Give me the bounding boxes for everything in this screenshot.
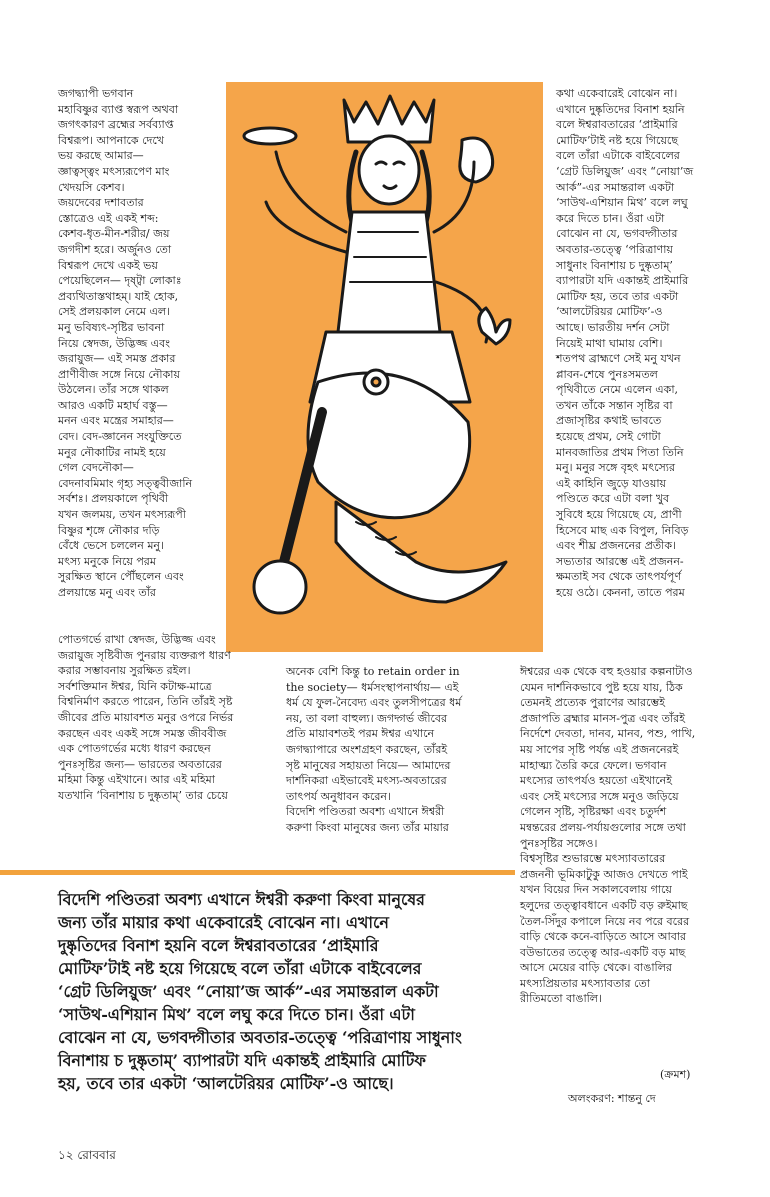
matsya-avatar-illustration [226,82,543,652]
article-column-middle: অনেক বেশি কিন্তু to retain order in the society— ধর্মসংস্থাপনার্থায়— এই ধর্ম যে ফুল-নৈবেদ্য এবং তুলসীপত্রের ধর্ম নয়, তা বলা বাহুল্য। জগদ্গর্ভ জীবের প্রতি মায়াবশতই পরম ঈশ্বর এখানে জগদ্ব্যাপারে অংশগ্রহণ করছেন, তাঁরই সৃষ্ট মানুষের সহায়তা নিয়ে— আমাদের দার্শনিকরা এইভাবেই মৎস্য-অবতারের তাৎপর্য অনুধাবন করেন। বিদেশি পণ্ডিতরা অবশ্য এখানে ঈশ্বরী করুণা কিংবা মানুষের জন্য তাঁর মায়ার [286,665,462,834]
conch-shape [460,138,493,182]
pull-quote-rule [0,870,515,875]
torso-shape [338,212,440,332]
page-folio: ১২ রোববার [58,1148,116,1162]
face-shape [359,136,419,204]
article-column-right: কথা একেবারেই বোঝেন না। এখানে দুষ্কৃতিদের বিনাশ হয়নি বলে ঈশ্বরাবতারের ‘প্রাইমারি মোটিফ’টাই নষ্ট হয়ে গিয়েছে বলে তাঁরা এটাকে বাইবেলের ‘গ্রেট ডিলিয়ুজ’ এবং “নোয়া’জ আর্ক”-এর সমান্তরাল একটা ‘সাউথ-এশিয়ান মিথ’ বলে লঘু করে দিতে চান। ওঁরা এটা বোঝেন না যে, ভগবদ্গীতার অবতার-তত্ত্বে ‘পরিত্রাণায় সাধুনাং বিনাশায় চ দুষ্কৃতাম্’ ব্যাপারটা যদি একান্তই প্রাইমারি মোটিফ হয়, তবে তার একটা ‘আলটেরিয়র মোটিফ’-ও আছে। ভারতীয় দর্শন সেটা নিয়েই মাথা ঘামায় বেশি। শতপথ ব্রাহ্মণে সেই মনু যখন প্লাবন-শেষে পুনঃসমতল পৃথিবীতে নেমে এলেন একা, তখন তাঁকে সন্তান সৃষ্টির বা প্রজাসৃষ্টির কথাই ভাবতে হয়েছে প্রথম, সেই গোটা মানবজাতির প্রথম পিতা তিনি মনু। মনুর সঙ্গে বৃহৎ মৎস্যের এই কাহিনি জুড়ে যাওয়ায় পণ্ডিতে করে এটা বলা খুব সুবিধে হয়ে গিয়েছে যে, প্রাণী হিসেবে মাছ এক বিপুল, নিবিড় এবং শীঘ্র প্রজননের প্রতীক। সভ্যতার আরম্ভে এই প্রজনন- ক্ষমতাই সব থেকে তাৎপর্যপূর্ণ হয়ে ওঠে। কেননা, তাতে পরম [556,87,694,599]
continued-label: (ক্রমশ) [660,1068,691,1081]
article-column-right-bottom: ঈশ্বরের এক থেকে বহু হওয়ার কল্পনাটাও যেমন দার্শনিকভাবে পুষ্ট হয়ে যায়, ঠিক তেমনই প্রত্যেক পুরাণের আরম্ভেই প্রজাপতি ব্রহ্মার মানস-পুত্র এবং তাঁরই নির্দেশে দেবতা, দানব, মানব, পশু, পাখি, ময় সাপের সৃষ্টি পর্যন্ত এই প্রজননেরই মাহাত্ম্য তৈরি করে ফেলে। ভগবান মৎস্যের তাৎপর্যও হয়তো এইখানেই এবং সেই মৎস্যের সঙ্গে মনুও জড়িয়ে গেলেন সৃষ্টি, সৃষ্টিরক্ষা এবং চতুর্দশ মন্বন্তরের প্রলয়-পর্যায়গুলোর সঙ্গে তথা পুনঃসৃষ্টির সঙ্গেও। বিশ্বসৃষ্টির শুভারম্ভে মৎস্যাবতারের প্রজননী ভূমিকাটুকু আজও দেখতে পাই যখন বিয়ের দিন সকালবেলায় গায়ে হলুদের তত্ত্বাবধানে একটি বড় রুইমাছ তৈল-সিঁদুর কপালে নিয়ে নব পরে বরের বাড়ি থেকে কনে-বাড়িতে আসে আবার বউভাতের তত্ত্বে আর-একটি বড় মাছ আসে মেয়ের বাড়ি থেকে। বাঙালির মৎস্যপ্রিয়তার মৎস্যাবতার তো রীতিমতো বাঙালি। [520,665,696,1006]
article-column-left: জগদ্ব্যাপী ভগবান মহাবিষ্ণুর ব্যাপ্ত স্বরূপ অথবা জগৎকারণ ব্রহ্মের সর্বব্যাপ্ত বিশ্বরূপ। আপনাকে দেখে ভয় করছে আমার— জ্ঞাত্বস্ত্বং মৎস্যরূপেণ মাং খেদয়সি কেশব। জয়দেবের দশাবতার স্তোত্রেও এই একই শব্দ: কেশব-ধৃত-মীন-শরীর/ জয় জগদীশ হরে। অর্জুনও তো বিশ্বরূপ দেখে একই ভয় পেয়েছিলেন— দৃষ্ট্বা লোকাঃ প্রব্যথিতাস্তথাহম্। যাই হোক, সেই প্রলয়কাল নেমে এল। মনু ভবিষ্যৎ-সৃষ্টির ভাবনা নিয়ে স্বেদজ, উদ্ভিজ্জ এবং জরায়ুজ— এই সমস্ত প্রকার প্রাণীবীজ সঙ্গে নিয়ে নৌকায় উঠলেন। তাঁর সঙ্গে থাকল আরও একটি মহার্ঘ বস্তু— মনন এবং মন্ত্রের সমাহার— বেদ। বেদ-জ্ঞানেন সংযুক্তিতে মনুর নৌকাটির নামই হয়ে গেল বেদনৌকা— বেদনাবমিমাং গৃহ্য সত্ত্ববীজানি সর্বশঃ। প্রলয়কালে পৃথিবী যখন জলময়, তখন মৎস্যরূপী বিষ্ণুর শৃঙ্গে নৌকার দড়ি বেঁধে ভেসে চললেন মনু। মৎস্য মনুকে নিয়ে পরম সুরক্ষিত স্থানে পৌঁছলেন এবং প্রলয়ান্তে মনু এবং তাঁর [58,87,193,599]
pull-quote: বিদেশি পণ্ডিতরা অবশ্য এখানে ঈশ্বরী করুণা কিংবা মানুষের জন্য তাঁর মায়ার কথা একেবারেই বোঝেন না। এখানে দুষ্কৃতিদের বিনাশ হয়নি বলে ঈশ্বরাবতারের ‘প্রাইমারি মোটিফ’টাই নষ্ট হয়ে গিয়েছে বলে তাঁরা এটাকে বাইবেলের ‘গ্রেট ডিলিয়ুজ’ এবং “নোয়া’জ আর্ক”-এর সমান্তরাল একটা ‘সাউথ-এশিয়ান মিথ’ বলে লঘু করে দিতে চান। ওঁরা এটা বোঝেন না যে, ভগবদ্গীতার অবতার-তত্ত্বে ‘পরিত্রাণায় সাধুনাং বিনাশায় চ দুষ্কৃতাম্’ ব্যাপারটা যদি একান্তই প্রাইমারি মোটিফ হয়, তবে তার একটা ‘আলটেরিয়র মোটিফ’-ও আছে। [58,890,462,1093]
illustration-credit: অলংকরণ: শান্তনু দে [568,1092,656,1105]
article-column-left-bottom: পোতগর্ভে রাখা স্বেদজ, উদ্ভিজ্জ এবং জরায়ুজ সৃষ্টিবীজ পুনরায় ব্যক্তরূপ ধারণ করার সম্ভাবনায় সুরক্ষিত রইল। সর্বশক্তিমান ঈশ্বর, যিনি কটাক্ষ-মাত্রে বিশ্বনির্মাণ করতে পারেন, তিনি তাঁরই সৃষ্ট জীবের প্রতি মায়াবশত মনুর ওপরে নির্ভর করছেন এবং একই সঙ্গে সমস্ত জীববীজ এক পোতগর্ভের মধ্যে ধারণ করছেন পুনঃসৃষ্টির জন্য— ভারতের অবতারের মহিমা কিন্তু এইখানে। আর এই মহিমা যতখানি ‘বিনাশায় চ দুষ্কৃতাম্’ তার চেয়ে [58,633,234,802]
chakra-disc [244,128,296,144]
mace-head [254,561,306,613]
